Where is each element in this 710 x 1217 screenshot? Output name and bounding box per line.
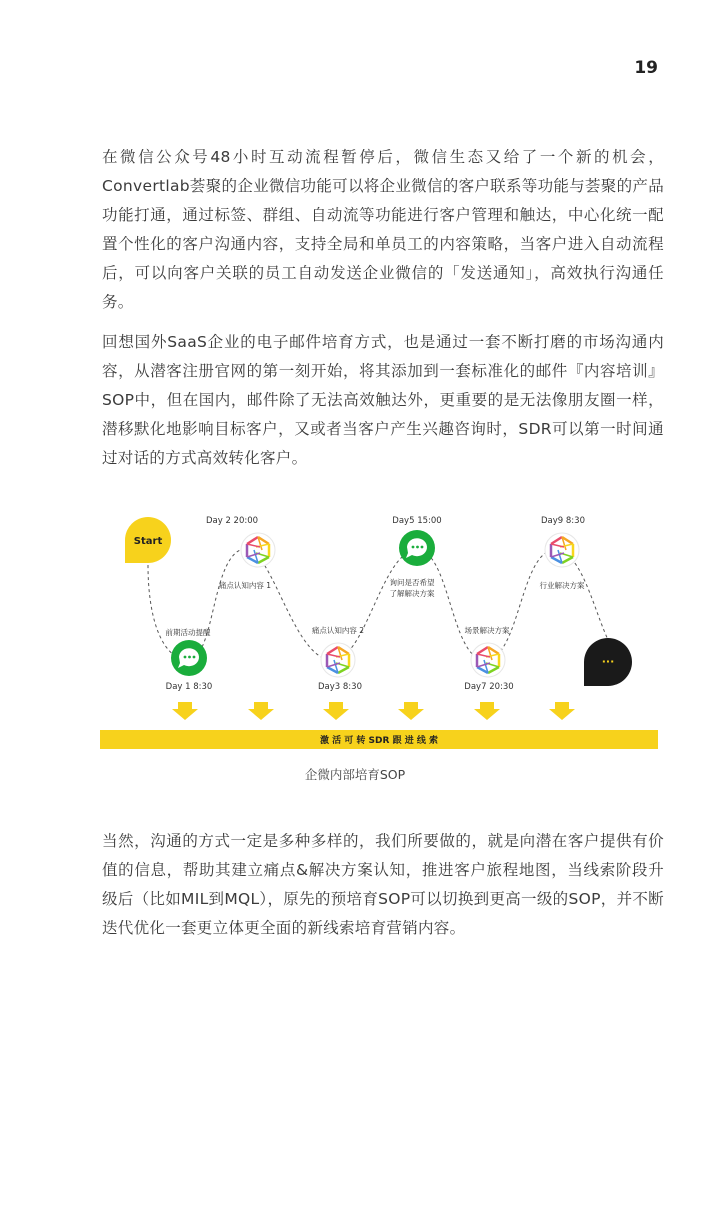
step-day7-label: 场景解决方案 xyxy=(464,626,510,635)
sdr-bar-label: 激 活 可 转 SDR 跟 进 线 索 xyxy=(320,736,438,746)
step-day7-time: Day7 20:30 xyxy=(464,682,514,692)
step-day2-time: Day 2 20:00 xyxy=(205,516,259,526)
step-day2-label: 痛点认知内容 1 xyxy=(218,581,272,590)
step-day5-label-line1: 询问是否希望 xyxy=(389,578,435,587)
down-arrow-icon xyxy=(398,702,424,720)
end-bubble xyxy=(584,638,632,686)
down-arrow-icon xyxy=(474,702,500,720)
down-arrow-icon xyxy=(323,702,349,720)
start-bubble xyxy=(125,517,171,563)
down-arrow-icon xyxy=(172,702,198,720)
step-day1-label: 前期活动提醒 xyxy=(165,628,211,637)
step-day5-label-line2: 了解解决方案 xyxy=(389,589,435,598)
step-day1-time: Day 1 8:30 xyxy=(165,682,213,692)
paragraph-communication-methods: 当然，沟通的方式一定是多种多样的，我们所要做的，就是向潜在客户提供有价值的信息，帮助其建立痛点&解决方案认知，推进客户旅程地图，当线索阶段升级后（比如MIL到MQL），原先的预培育SOP可以切换到更高一级的SOP，并不断迭代优化一套更立体更全面的新线索培育营销内容。 xyxy=(102,832,664,937)
step-day7-icon xyxy=(471,643,505,677)
diagram-caption: 企微内部培育SOP xyxy=(304,767,406,782)
step-day9-time: Day9 8:30 xyxy=(541,516,585,526)
step-day5-time: Day5 15:00 xyxy=(392,516,442,526)
down-arrow-icon xyxy=(248,702,274,720)
down-arrow-icon xyxy=(549,702,575,720)
step-day9-label: 行业解决方案 xyxy=(539,581,585,590)
flow-path xyxy=(148,549,625,660)
sop-flow-diagram xyxy=(100,505,660,760)
step-day3-icon xyxy=(321,643,355,677)
end-label: ··· xyxy=(601,655,615,668)
step-day3-time: Day3 8:30 xyxy=(318,682,362,692)
step-day1-icon xyxy=(171,640,207,676)
step-day9-icon xyxy=(545,533,579,567)
step-day2-icon xyxy=(241,533,275,567)
page-number: 19 xyxy=(634,58,658,78)
step-day5-icon xyxy=(399,530,435,566)
paragraph-email-nurturing: 回想国外SaaS企业的电子邮件培育方式，也是通过一套不断打磨的市场沟通内容，从潜客注册官网的第一刻开始，将其添加到一套标准化的邮件『内容培训』SOP中，但在国内，邮件除了无法高效触达外，更重要的是无法像朋友圈一样，潜移默化地影响目标客户，又或者当客户产生兴趣咨询时，SDR可以第一时间通过对话的方式高效转化客户。 xyxy=(102,333,664,467)
start-label: Start xyxy=(133,536,163,547)
paragraph-wechat-ecosystem: 在微信公众号48小时互动流程暂停后，微信生态又给了一个新的机会，Convertlab荟聚的企业微信功能可以将企业微信的客户联系等功能与荟聚的产品功能打通，通过标签、群组、自动流等功能进行客户管理和触达，中心化统一配置个性化的客户沟通内容，支持全局和单员工的内容策略，当客户进入自动流程后，可以向客户关联的员工自动发送企业微信的「发送通知」，高效执行沟通任务。 xyxy=(102,148,664,311)
step-day3-label: 痛点认知内容 2 xyxy=(311,626,365,635)
